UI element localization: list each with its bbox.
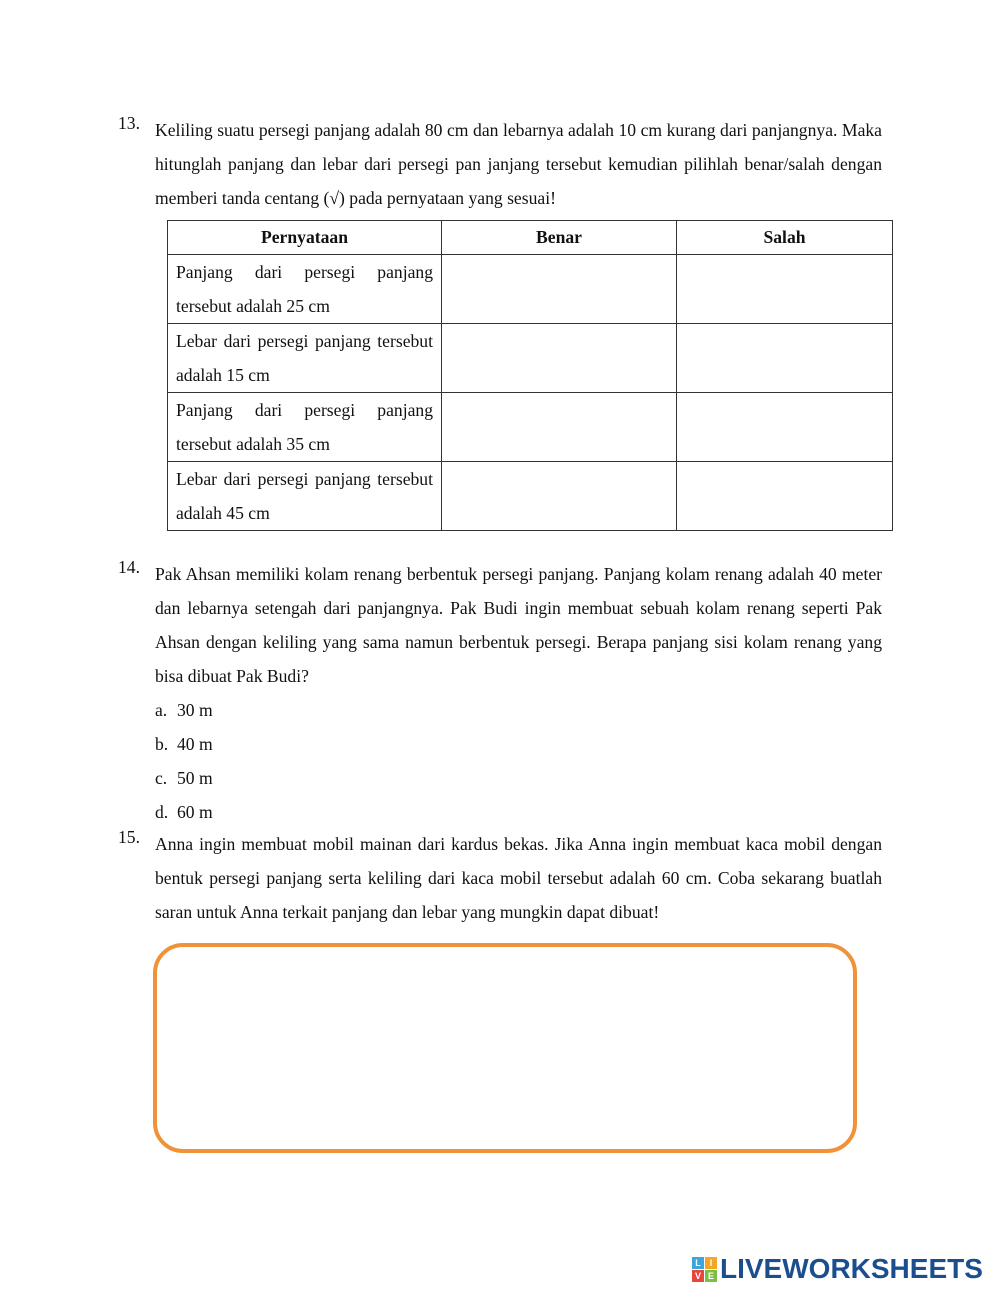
option-text: 40 m — [177, 734, 213, 754]
option-letter: c. — [155, 768, 168, 788]
question-13-number: 13. — [118, 113, 140, 133]
table-row — [168, 462, 893, 531]
header-salah: Salah — [677, 221, 893, 255]
statement-cell: Lebar dari persegi panjang tersebut adalah 15 cm — [168, 324, 442, 393]
question-15-text: Anna ingin membuat mobil mainan dari kardus bekas. Jika Anna ingin membuat kaca mobil dengan bentuk persegi panjang serta keliling dari kaca mobil tersebut adalah 60 cm. Coba sekarang buatlah saran untuk Anna terkait panjang dan lebar yang mungkin dapat dibuat! — [155, 834, 882, 922]
salah-answer-cell[interactable] — [677, 255, 893, 324]
benar-answer-cell[interactable] — [442, 324, 677, 393]
option-text: 50 m — [177, 768, 213, 788]
salah-answer-cell[interactable] — [677, 324, 893, 393]
benar-answer-cell[interactable] — [442, 393, 677, 462]
true-false-table — [167, 220, 893, 531]
answer-box[interactable] — [153, 943, 857, 1153]
salah-answer-cell[interactable] — [677, 462, 893, 531]
header-benar: Benar — [442, 221, 677, 255]
option-text: 60 m — [177, 802, 213, 822]
question-15-number: 15. — [118, 827, 140, 847]
table-row — [168, 324, 893, 393]
salah-answer-cell[interactable] — [677, 393, 893, 462]
logo-letter: L — [692, 1257, 704, 1269]
table-row — [168, 255, 893, 324]
question-15 — [118, 827, 882, 929]
statement-cell: Panjang dari persegi panjang tersebut adalah 25 cm — [168, 255, 442, 324]
question-14 — [118, 557, 882, 847]
question-13 — [118, 113, 882, 215]
option-letter: a. — [155, 700, 168, 720]
statement-cell: Panjang dari persegi panjang tersebut adalah 35 cm — [168, 393, 442, 462]
logo-letter: I — [705, 1257, 717, 1269]
question-14-text: Pak Ahsan memiliki kolam renang berbentuk persegi panjang. Panjang kolam renang adalah 40 meter dan lebarnya setengah dari panjangnya. Pak Budi ingin membuat sebuah kolam renang seperti Pak Ahsan dengan keliling yang sama namun berbentuk persegi. Berapa panjang sisi kolam renang yang bisa dibuat Pak Budi? — [155, 564, 882, 686]
header-pernyataan: Pernyataan — [168, 221, 442, 255]
benar-answer-cell[interactable] — [442, 255, 677, 324]
logo-letter: V — [692, 1270, 704, 1282]
option-b[interactable] — [155, 727, 882, 761]
option-c[interactable] — [155, 761, 882, 795]
option-letter: d. — [155, 802, 169, 822]
liveworksheets-logo-icon — [692, 1257, 717, 1282]
question-14-number: 14. — [118, 557, 140, 577]
statement-cell: Lebar dari persegi panjang tersebut adalah 45 cm — [168, 462, 442, 531]
table-row — [168, 393, 893, 462]
liveworksheets-brand — [692, 1254, 983, 1284]
option-text: 30 m — [177, 700, 213, 720]
question-13-text: Keliling suatu persegi panjang adalah 80 cm dan lebarnya adalah 10 cm kurang dari panjangnya. Maka hitunglah panjang dan lebar dari persegi pan janjang tersebut kemudian pilihlah benar/salah dengan memberi tanda centang (√) pada pernyataan yang sesuai! — [155, 120, 882, 208]
benar-answer-cell[interactable] — [442, 462, 677, 531]
option-a[interactable] — [155, 693, 882, 727]
option-d[interactable] — [155, 795, 882, 829]
answer-options — [155, 693, 882, 829]
table-header-row — [168, 221, 893, 255]
option-letter: b. — [155, 734, 169, 754]
logo-letter: E — [705, 1270, 717, 1282]
brand-name: LIVEWORKSHEETS — [720, 1253, 983, 1284]
